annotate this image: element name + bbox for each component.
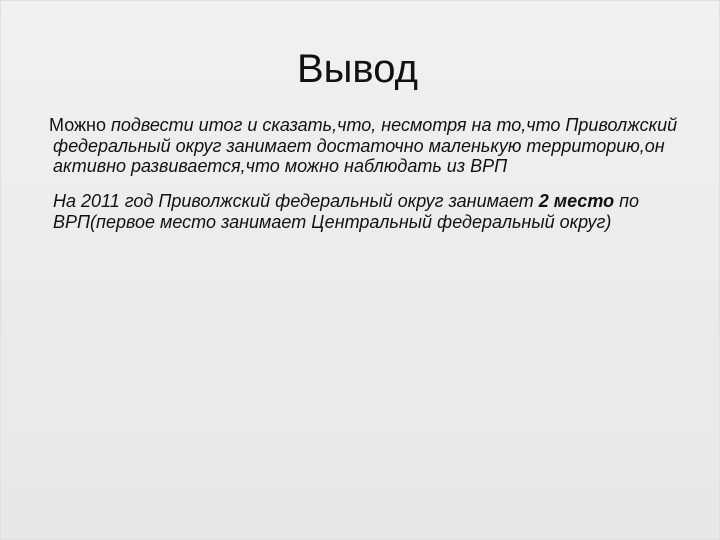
ranking-text-start: На 2011 год Приволжский федеральный округ занимает: [53, 191, 539, 212]
ranking-place: 2 место: [538, 191, 615, 212]
conclusion-paragraph: [49, 115, 693, 177]
slide-body: [49, 115, 693, 246]
conclusion-lead: Можно: [49, 115, 111, 135]
ranking-paragraph: [53, 191, 693, 232]
conclusion-italic-text: подвести итог и сказать,что, несмотря на то,что Приволжский федеральный округ занимает достаточно маленькую территорию,он активно развивается,что можно наблюдать из ВРП: [53, 115, 678, 177]
slide-title: Вывод: [297, 47, 418, 91]
ranking-text-end: по ВРП(первое место занимает Центральный федеральный округ): [53, 191, 640, 232]
slide-title-container: [297, 49, 437, 99]
